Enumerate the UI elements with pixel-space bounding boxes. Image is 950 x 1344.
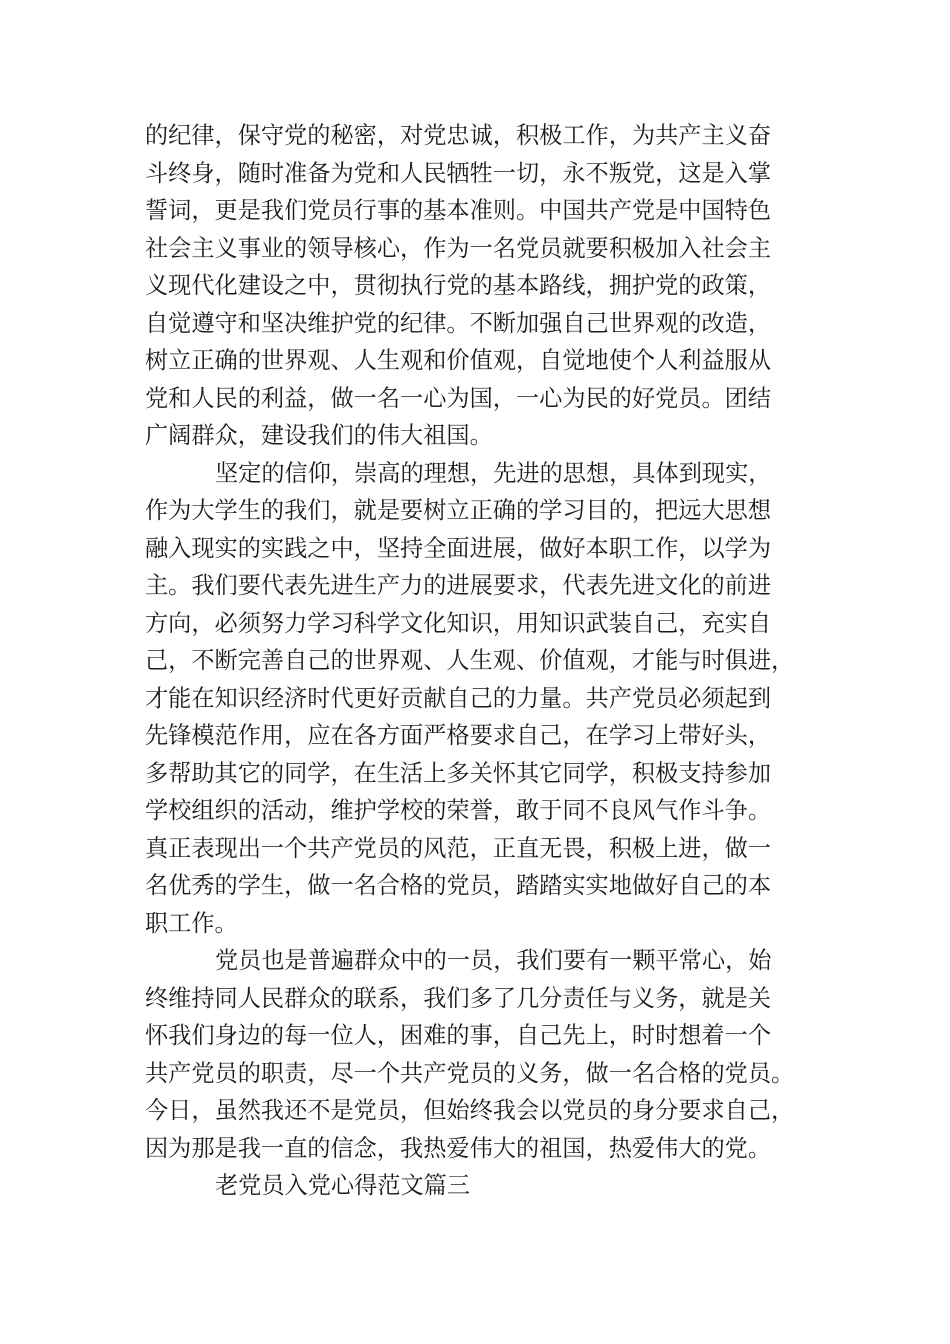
paragraph-line: 坚定的信仰，崇高的理想，先进的思想，具体到现实，: [215, 459, 772, 487]
paragraph-line: 怀我们身边的每一位人，困难的事，自己先上，时时想着一个: [145, 1022, 772, 1049]
paragraph-2: [145, 455, 813, 943]
paragraph-line: 社会主义事业的领导核心，作为一名党员就要积极加入社会主: [145, 234, 772, 262]
paragraph-1: [145, 117, 813, 455]
paragraph-3: [145, 942, 813, 1167]
paragraph-line: 融入现实的实践之中，坚持全面进展，做好本职工作，以学为: [145, 534, 772, 562]
paragraph-line: 先锋模范作用，应在各方面严格要求自己，在学习上带好头，: [145, 722, 772, 749]
paragraph-line: 才能在知识经济时代更好贡献自己的力量。共产党员必须起到: [145, 684, 772, 712]
paragraph-line: 学校组织的活动，维护学校的荣誉，敢于同不良风气作斗争。: [145, 797, 772, 824]
paragraph-line: 作为大学生的我们，就是要树立正确的学习目的，把远大思想: [145, 497, 772, 524]
paragraph-line: 党员也是普遍群众中的一员，我们要有一颗平常心，始: [215, 947, 772, 974]
paragraph-line: 誓词，更是我们党员行事的基本准则。中国共产党是中国特色: [145, 197, 772, 224]
paragraph-line: 名优秀的学生，做一名合格的党员，踏踏实实地做好自己的本: [145, 872, 772, 899]
paragraph-line: 广阔群众，建设我们的伟大祖国。: [145, 422, 493, 449]
paragraph-line: 的纪律，保守党的秘密，对党忠诚，积极工作，为共产主义奋: [145, 122, 772, 149]
paragraph-line: 主。我们要代表先进生产力的进展要求，代表先进文化的前进: [145, 572, 772, 599]
paragraph-line: 树立正确的世界观、人生观和价值观，自觉地使个人利益服从: [145, 347, 772, 374]
paragraph-line: 今日，虽然我还不是党员，但始终我会以党员的身分要求自己，: [145, 1097, 795, 1124]
paragraph-line: 因为那是我一直的信念，我热爱伟大的祖国，热爱伟大的党。: [145, 1134, 772, 1162]
document-body: [145, 117, 813, 1205]
paragraph-line: 义现代化建设之中，贯彻执行党的基本路线，拥护党的政策，: [145, 272, 772, 299]
paragraph-line: 职工作。: [145, 909, 238, 937]
paragraph-line: 多帮助其它的同学，在生活上多关怀其它同学，积极支持参加: [145, 759, 772, 787]
paragraph-line: 党和人民的利益，做一名一心为国，一心为民的好党员。团结: [145, 384, 772, 412]
paragraph-line: 真正表现出一个共产党员的风范，正直无畏，积极上进，做一: [145, 834, 772, 862]
paragraph-line: 共产党员的职责，尽一个共产党员的义务，做一名合格的党员。: [145, 1059, 795, 1087]
paragraph-line: 斗终身，随时准备为党和人民牺牲一切，永不叛党，这是入掌: [145, 159, 772, 187]
paragraph-line: 方向，必须努力学习科学文化知识，用知识武装自己，充实自: [145, 609, 772, 637]
paragraph-line: 自觉遵守和坚决维护党的纪律。不断加强自己世界观的改造，: [145, 309, 772, 337]
paragraph-line: 己，不断完善自己的世界观、人生观、价值观，才能与时俱进，: [145, 647, 795, 674]
paragraph-line: 终维持同人民群众的联系，我们多了几分责任与义务，就是关: [145, 984, 772, 1012]
section-heading: 老党员入党心得范文篇三: [215, 1172, 471, 1199]
